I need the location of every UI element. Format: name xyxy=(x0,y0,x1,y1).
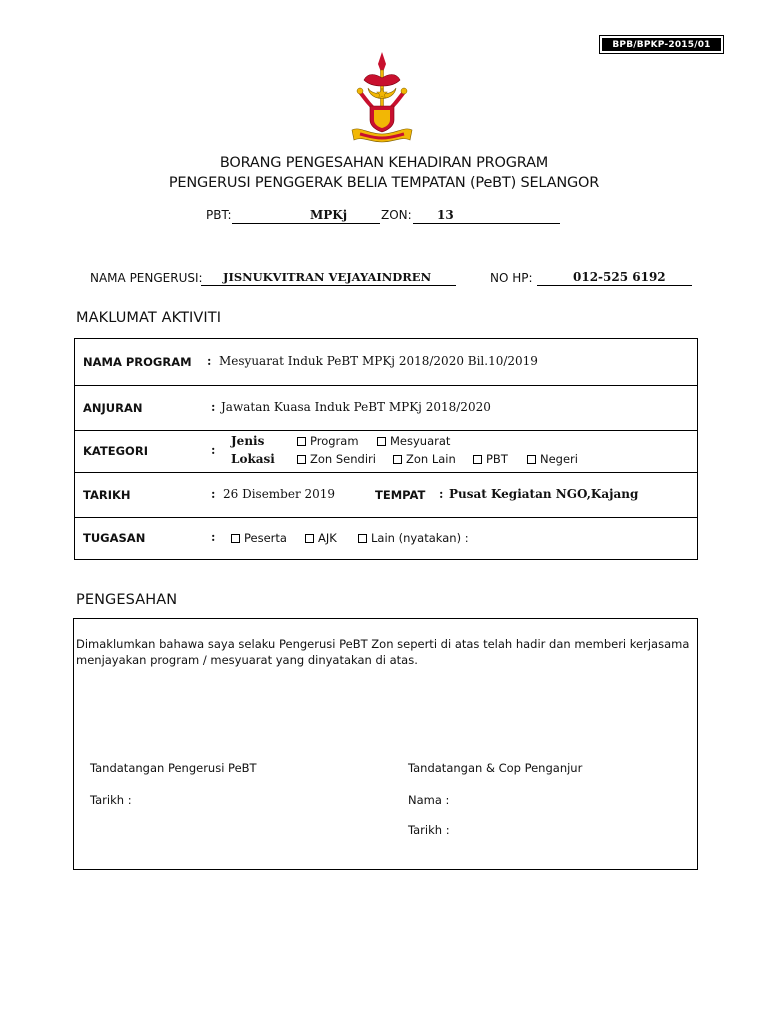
tugasan-option-lain[interactable]: Lain (nyatakan) : xyxy=(358,531,469,545)
pengesahan-statement-line1: Dimaklumkan bahawa saya selaku Pengerusi PeBT Zon seperti di atas telah hadir dan memberi kerjasama xyxy=(76,637,690,651)
tandatangan-penganjur-label: Tandatangan & Cop Penganjur xyxy=(408,761,583,775)
row-tarikh xyxy=(75,473,697,518)
row-anjuran xyxy=(75,386,697,431)
kategori-colon: : xyxy=(211,443,216,457)
checkbox-icon xyxy=(527,455,536,464)
tandatangan-pengerusi-label: Tandatangan Pengerusi PeBT xyxy=(90,761,257,775)
zon-value: 13 xyxy=(437,208,454,222)
checkbox-icon xyxy=(473,455,482,464)
anjuran-label: ANJURAN xyxy=(83,401,143,415)
row-kategori xyxy=(75,431,697,473)
anjuran-colon: : xyxy=(211,400,216,414)
nama-pengerusi-field[interactable] xyxy=(201,270,456,286)
checkbox-icon xyxy=(358,534,367,543)
lokasi-option-zon-lain[interactable]: Zon Lain xyxy=(393,452,456,466)
lokasi-option-pbt[interactable]: PBT xyxy=(473,452,508,466)
form-code: BPB/BPKP-2015/01 xyxy=(602,38,721,51)
zon-label: ZON: xyxy=(381,208,412,222)
activity-table xyxy=(74,338,698,560)
nama-pengerusi-label: NAMA PENGERUSI: xyxy=(90,271,203,285)
tugasan-option-ajk[interactable]: AJK xyxy=(305,531,337,545)
tarikh-colon: : xyxy=(211,487,216,501)
lokasi-option-zon-sendiri[interactable]: Zon Sendiri xyxy=(297,452,376,466)
no-hp-field[interactable] xyxy=(537,270,692,286)
checkbox-icon xyxy=(231,534,240,543)
pbt-field[interactable] xyxy=(232,208,380,224)
checkbox-icon xyxy=(393,455,402,464)
nama-penganjur-label: Nama : xyxy=(408,793,450,807)
tugasan-label: TUGASAN xyxy=(83,531,146,545)
pbt-value: MPKj xyxy=(310,208,348,222)
checkbox-icon xyxy=(305,534,314,543)
nama-program-label: NAMA PROGRAM xyxy=(83,355,192,369)
checkbox-icon xyxy=(297,437,306,446)
jenis-option-mesyuarat[interactable]: Mesyuarat xyxy=(377,434,450,448)
tarikh-pengerusi-label: Tarikh : xyxy=(90,793,132,807)
row-tugasan xyxy=(75,518,697,559)
kategori-label: KATEGORI xyxy=(83,444,148,458)
lokasi-label: Lokasi xyxy=(231,452,275,466)
tempat-label: TEMPAT xyxy=(375,488,426,502)
form-title-line2: PENGERUSI PENGGERAK BELIA TEMPATAN (PeBT) SELANGOR xyxy=(168,175,600,191)
tarikh-penganjur-label: Tarikh : xyxy=(408,823,450,837)
row-nama-program xyxy=(75,339,697,386)
tempat-colon: : xyxy=(439,487,444,501)
checkbox-icon xyxy=(377,437,386,446)
selangor-crest-icon xyxy=(346,50,418,146)
form-title-line1: BORANG PENGESAHAN KEHADIRAN PROGRAM xyxy=(219,155,549,171)
nama-program-colon: : xyxy=(207,354,212,368)
pengesahan-statement-line2: menjayakan program / mesyuarat yang dinyatakan di atas. xyxy=(76,653,418,667)
form-code-box xyxy=(599,35,724,54)
anjuran-value[interactable]: Jawatan Kuasa Induk PeBT MPKj 2018/2020 xyxy=(221,400,491,414)
tarikh-value[interactable]: 26 Disember 2019 xyxy=(223,487,336,501)
no-hp-label: NO HP: xyxy=(490,271,533,285)
no-hp-value: 012-525 6192 xyxy=(573,270,666,284)
lokasi-option-negeri[interactable]: Negeri xyxy=(527,452,578,466)
tarikh-label: TARIKH xyxy=(83,488,131,502)
tempat-value[interactable]: Pusat Kegiatan NGO,Kajang xyxy=(449,487,639,501)
jenis-option-program[interactable]: Program xyxy=(297,434,359,448)
pbt-label: PBT: xyxy=(206,208,232,222)
nama-pengerusi-value: JISNUKVITRAN VEJAYAINDREN xyxy=(223,270,432,284)
jenis-label: Jenis xyxy=(231,434,265,448)
checkbox-icon xyxy=(297,455,306,464)
tugasan-colon: : xyxy=(211,530,216,544)
maklumat-aktiviti-heading: MAKLUMAT AKTIVITI xyxy=(76,310,222,326)
pengesahan-box xyxy=(73,618,698,870)
tugasan-option-peserta[interactable]: Peserta xyxy=(231,531,287,545)
zon-field[interactable] xyxy=(413,208,560,224)
nama-program-value[interactable]: Mesyuarat Induk PeBT MPKj 2018/2020 Bil.10/2019 xyxy=(219,354,538,368)
pengesahan-heading: PENGESAHAN xyxy=(76,592,178,608)
